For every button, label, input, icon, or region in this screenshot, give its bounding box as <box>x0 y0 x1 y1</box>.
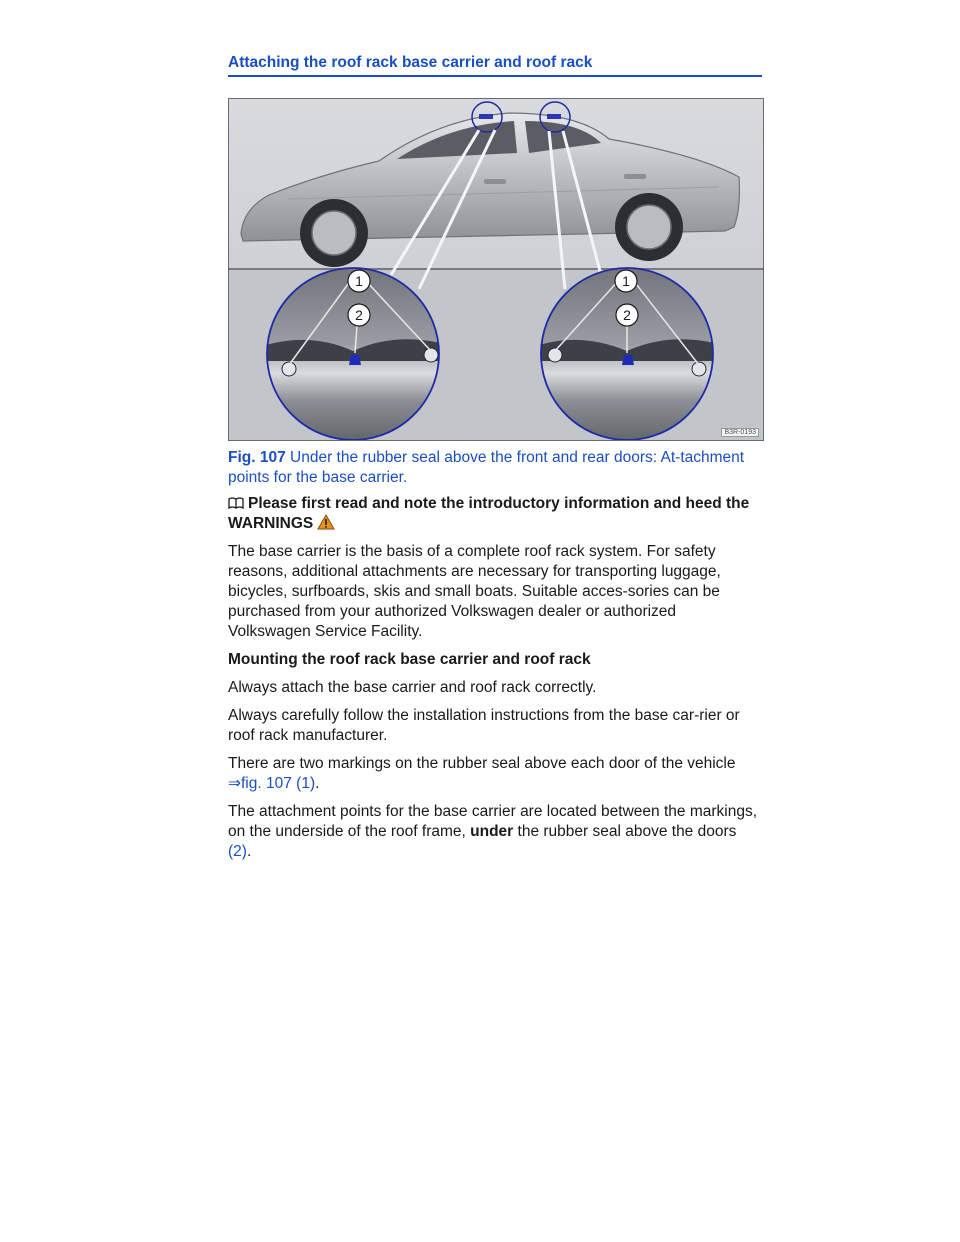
callout-1-rear <box>615 270 637 292</box>
attachment-bold-under: under <box>470 823 514 840</box>
figure-107 <box>228 98 764 441</box>
svg-text:2: 2 <box>623 307 631 323</box>
svg-text:1: 1 <box>355 273 363 289</box>
warning-icon[interactable] <box>317 514 335 530</box>
markings-text: There are two markings on the rubber seal above each door of the vehicle <box>228 755 736 772</box>
attachment-text-a: The attachment points for the base carrier are located between the markings, on the underside of the roof frame, <box>228 803 758 840</box>
figure-caption-text: Under the rubber seal above the front and rear doors: At-tachment points for the base carrier. <box>228 449 745 486</box>
attachment-text-b: the rubber seal above the doors <box>517 823 737 840</box>
figure-caption <box>228 448 758 488</box>
paragraph-follow-instructions: Always carefully follow the installation instructions from the base car-rier or roof rack manufacturer. <box>228 707 740 744</box>
body-text <box>228 494 762 870</box>
svg-text:2: 2 <box>355 307 363 323</box>
figure-link[interactable]: ⇒fig. 107 <box>228 775 292 792</box>
paragraph-attachment-points: The attachment points for the base carrier are located between the markings, on the underside of the roof frame, under the rubber seal above the doors (2). <box>228 803 758 860</box>
intro-notice <box>228 494 762 534</box>
intro-text: Please first read and note the introductory information and heed the WARNINGS <box>228 495 750 532</box>
subheading-mounting: Mounting the roof rack base carrier and roof rack <box>228 651 591 668</box>
figure-code: B3R-0193 <box>721 428 759 437</box>
callout-1-front <box>348 270 370 292</box>
figure-ref-2[interactable]: (2) <box>228 843 247 860</box>
section-title: Attaching the roof rack base carrier and roof rack <box>228 54 762 77</box>
callout-2-rear <box>616 304 638 326</box>
figure-ref-1[interactable]: (1) <box>296 775 316 792</box>
paragraph-base-carrier: The base carrier is the basis of a complete roof rack system. For safety reasons, additional attachments are necessary for transporting luggage, bicycles, surfboards, skis and small boats. Suitable acces-sories can be purchased from your authorized Volkswagen dealer or authorized Volkswagen Service Facility. <box>228 543 721 640</box>
callout-2-front <box>348 304 370 326</box>
paragraph-markings: There are two markings on the rubber seal above each door of the vehicle ⇒fig. 107 (1). <box>228 755 736 792</box>
svg-text:1: 1 <box>622 273 630 289</box>
paragraph-attach-correctly: Always attach the base carrier and roof rack correctly. <box>228 679 597 696</box>
car-roof-illustration <box>229 99 763 440</box>
book-icon <box>228 497 244 509</box>
figure-label: Fig. 107 <box>228 449 286 466</box>
